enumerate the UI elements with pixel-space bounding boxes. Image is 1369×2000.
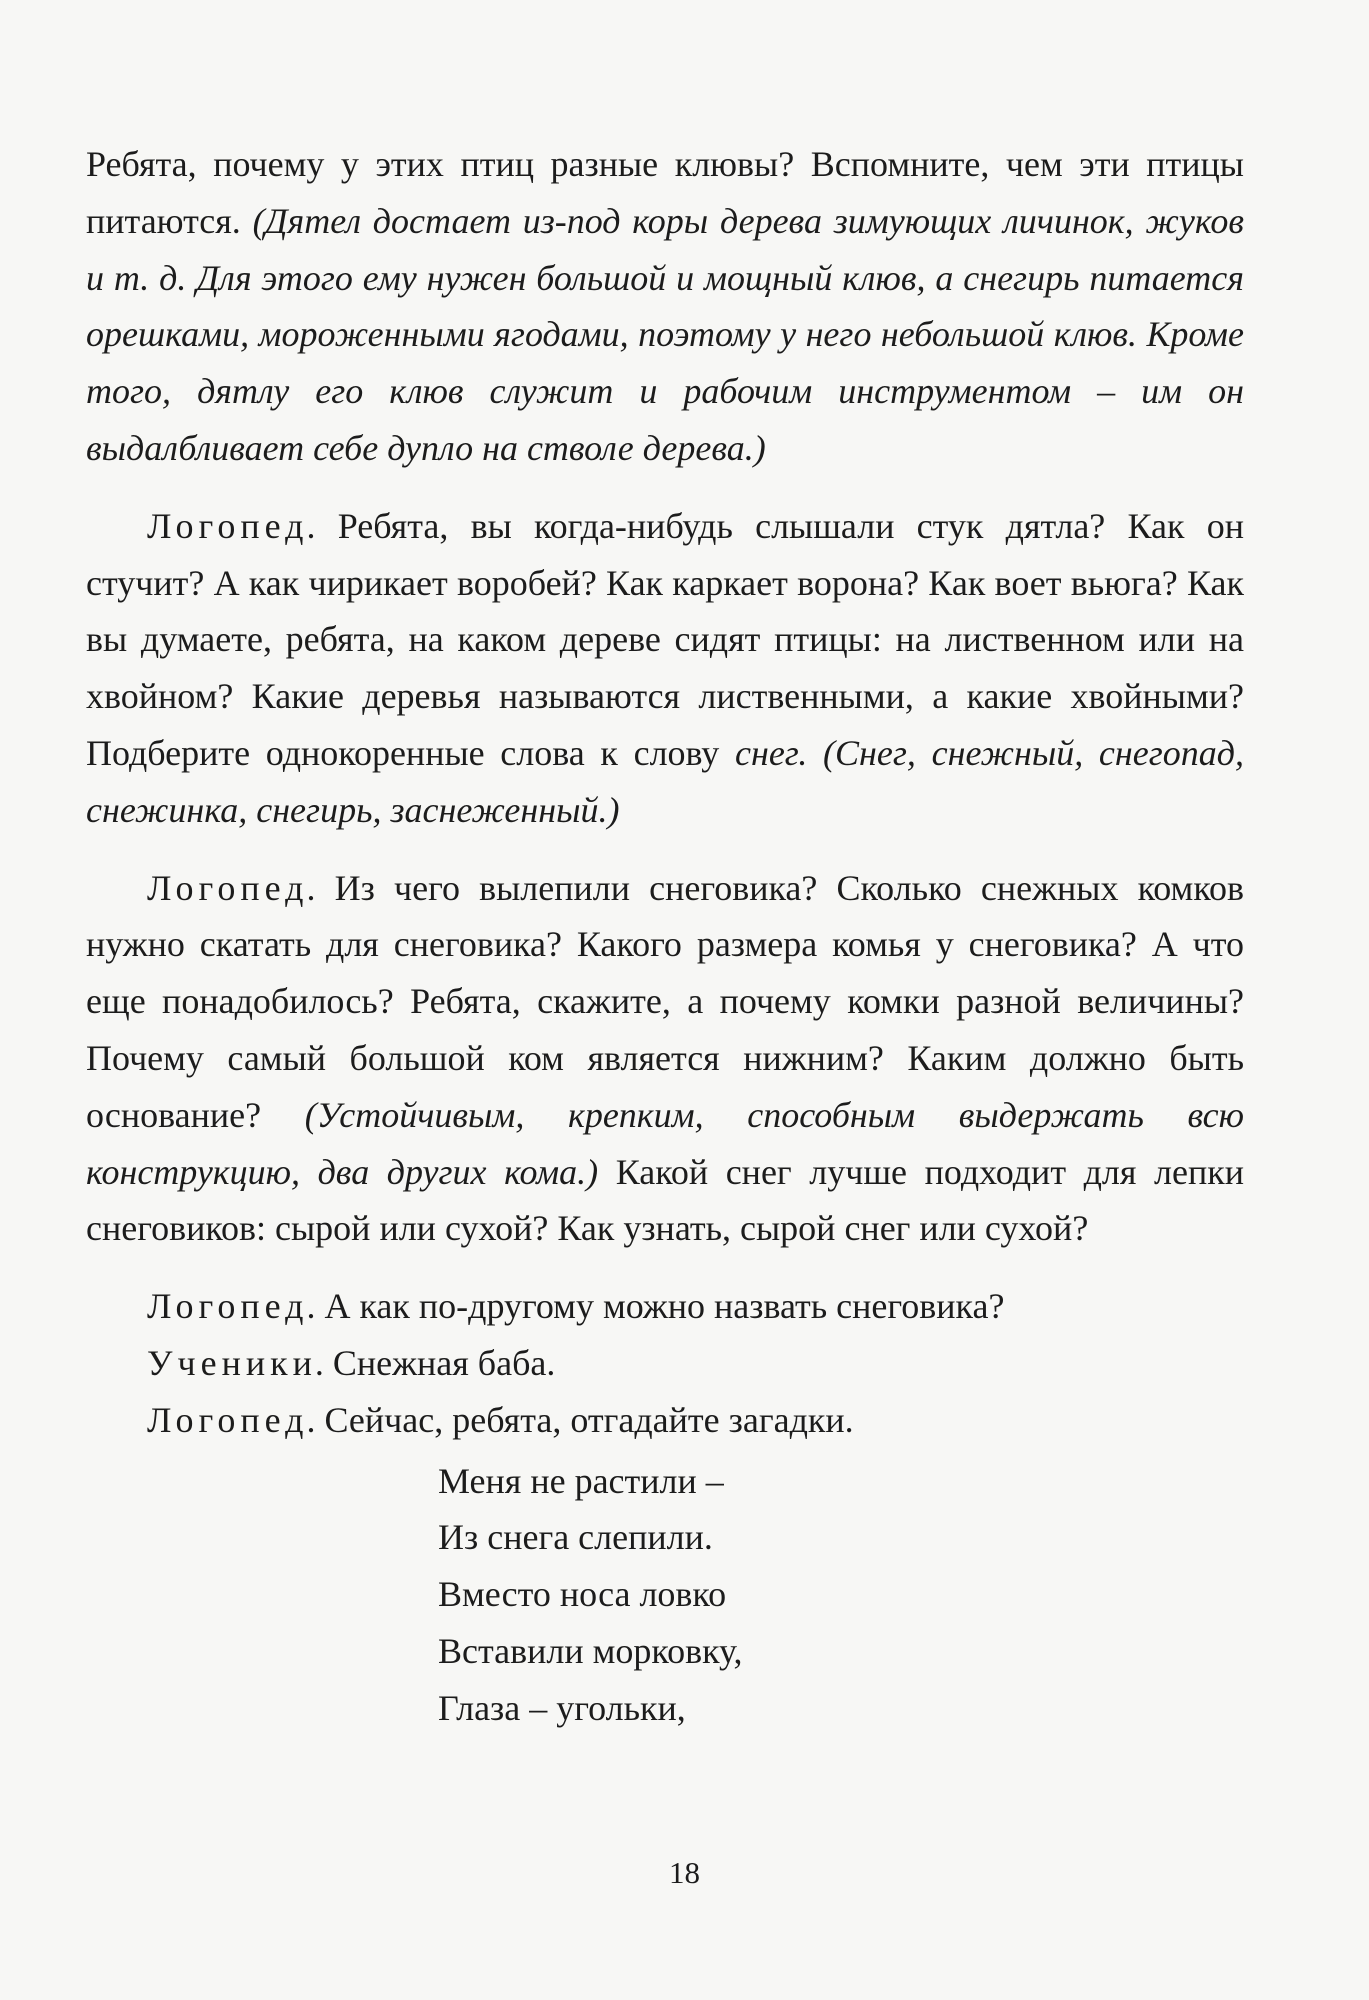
dialogue-line: Ученики. Снежная баба. — [147, 1342, 556, 1383]
speaker-label: Логопед — [147, 1286, 309, 1327]
verse-line: Вместо носа ловко — [438, 1574, 727, 1615]
verse-line: Глаза – угольки, — [438, 1687, 686, 1728]
italic-answer: (Устойчивым, крепким, способным выдержать всю конструкцию, два других кома.) — [86, 1094, 1244, 1192]
dialogue-line: Логопед. Сейчас, ребята, отгадайте загадки. — [147, 1399, 854, 1440]
speaker-label: Логопед — [147, 505, 309, 546]
speaker-label: Логопед — [147, 1399, 309, 1440]
italic-answer: (Дятел достает из-под коры дерева зимующих личинок, жуков и т. д. Для этого ему нужен большой и мощный клюв, а снегирь питается орешками, мороженными ягодами, поэтому у него небольшой клюв. Кроме того, дятлу его клюв служит и рабочим инструментом – им он выдалбливает себе дупло на стволе дерева.) — [86, 200, 1244, 468]
riddle-verse — [438, 1453, 1244, 1737]
verse-line: Меня не растили – — [438, 1460, 724, 1501]
verse-line: Из снега слепили. — [438, 1517, 713, 1558]
paragraph-snowman: Логопед. Из чего вылепили снеговика? Сколько снежных комков нужно скатать для снеговика? Какого размера комья у снеговика? А что еще понадобилось? Ребята, скажите, а почему комки разной величины? Почему самый большой ком является нижним? Каким должно быть основание? (Устойчивым, крепким, способным выдержать всю конструкцию, два других кома.) Какой снег лучше подходит для лепки снеговиков: сырой или сухой? Как узнать, сырой снег или сухой? — [86, 867, 1244, 1249]
verse-line: Вставили морковку, — [438, 1630, 743, 1671]
italic-answer: (Снег, снежный, снегопад, снежинка, снегирь, заснеженный.) — [86, 732, 1244, 830]
speaker-label: Ученики — [147, 1342, 317, 1383]
speaker-label: Логопед — [147, 867, 309, 908]
page-number: 18 — [669, 1855, 700, 1890]
italic-word: снег. — [734, 732, 808, 773]
dialogue-line: Логопед. А как по-другому можно назвать снеговика? — [147, 1286, 1005, 1327]
paragraph-birds: Ребята, почему у этих птиц разные клювы? Вспомните, чем эти птицы питаются. (Дятел достает из-под коры дерева зимующих личинок, жуков и т. д. Для этого ему нужен большой и мощный клюв, а снегирь питается орешками, мороженными ягодами, поэтому у него небольшой клюв. Кроме того, дятлу его клюв служит и рабочим инструментом – им он выдалбливает себе дупло на стволе дерева.) — [86, 144, 1244, 468]
paragraph-woodpecker: Логопед. Ребята, вы когда-нибудь слышали стук дятла? Как он стучит? А как чирикает воробей? Как каркает ворона? Как воет вьюга? Как вы думаете, ребята, на каком дереве сидят птицы: на лиственном или на хвойном? Какие деревья называются лиственными, а какие хвойными? Подберите однокоренные слова к слову снег. (Снег, снежный, снегопад, снежинка, снегирь, заснеженный.) — [86, 505, 1244, 830]
body-text — [86, 136, 1244, 1737]
